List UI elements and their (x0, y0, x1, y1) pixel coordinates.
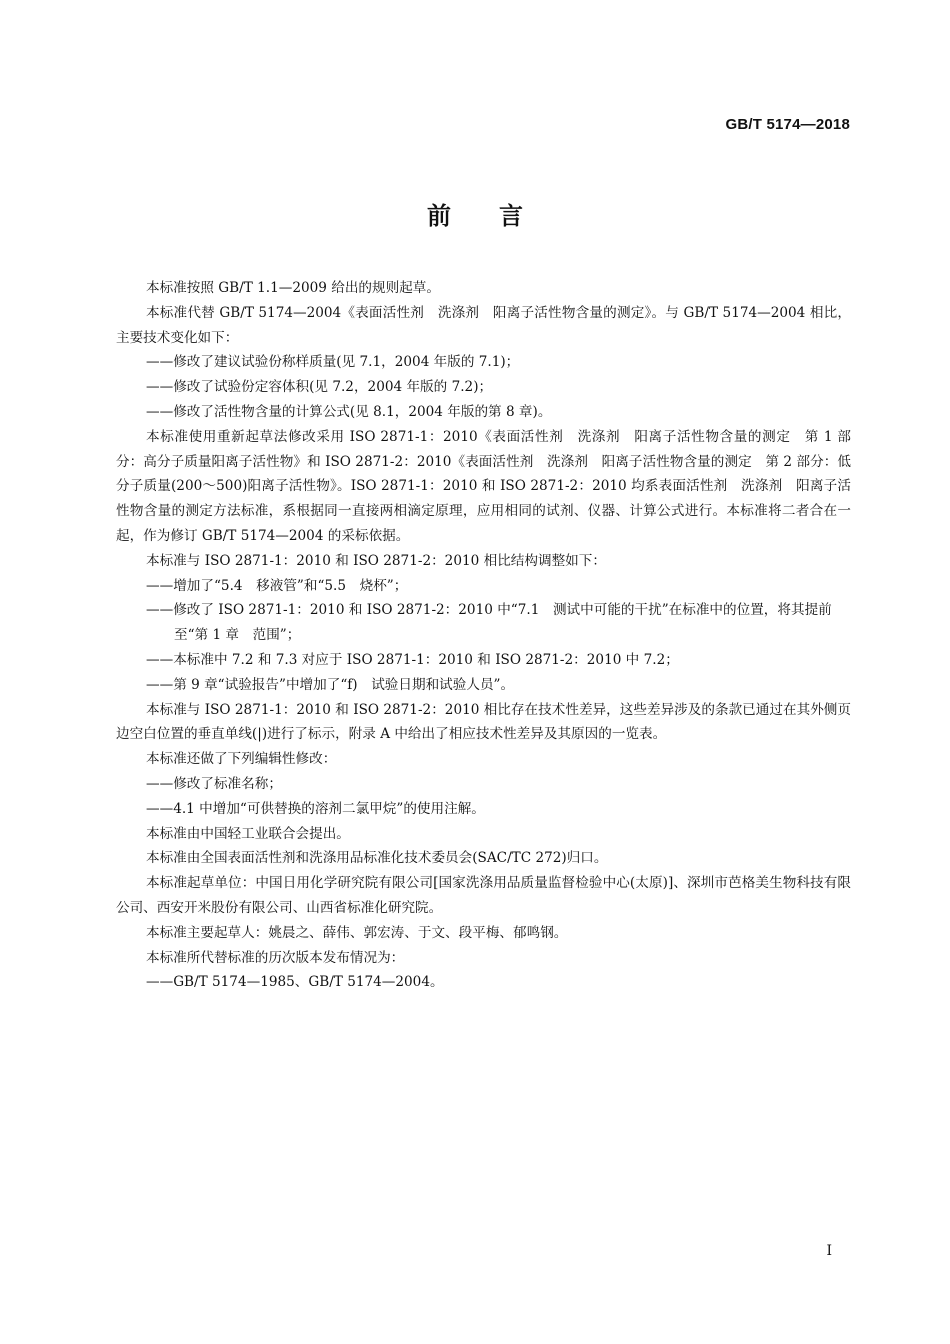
list-item-structure-2: ——修改了 ISO 2871-1：2010 和 ISO 2871-2：2010 中“7.1 测试中可能的干扰”在标准中的位置，将其提前至“第 1 章 范围”； (146, 602, 832, 644)
list-item-structure-1: ——增加了“5.4 移液管”和“5.5 烧杯”； (146, 577, 408, 594)
page-number: I (826, 1243, 832, 1259)
paragraph-drafting-units: 本标准起草单位：中国日用化学研究院有限公司[国家洗涤用品质量监督检验中心(太原)]、深圳市芭格美生物科技有限公司、西安开米股份有限公司、山西省标准化研究院。 (116, 875, 851, 916)
list-item-change-3: ——修改了活性物含量的计算公式(见 8.1，2004 年版的第 8 章)。 (146, 403, 552, 420)
paragraph-iso-adoption: 本标准使用重新起草法修改采用 ISO 2871-1：2010《表面活性剂 洗涤剂 阳离子活性物含量的测定 第 1 部分：高分子质量阳离子活性物》和 ISO 2871-2：2010《表面活性剂 洗涤剂 阳离子活性物含量的测定 第 2 部分：低分子质量(200～500)阳离子活性物》。ISO 2871-1：2010 和 ISO 2871-2：2010 均系表面活性剂 洗涤剂 阳离子活性物含量的测定方法标准，系根据同一直接两相滴定原理，应用相同的试剂、仪器、计算公式进行。本标准将二者合在一起，作为修订 GB/T 5174—2004 的采标依据。 (116, 428, 851, 544)
paragraph-structure-adjust: 本标准与 ISO 2871-1：2010 和 ISO 2871-2：2010 相比结构调整如下： (146, 552, 606, 569)
standard-code: GB/T 5174—2018 (725, 116, 850, 133)
list-item-change-1: ——修改了建议试验份称样质量(见 7.1，2004 年版的 7.1)； (146, 354, 520, 371)
foreword-body (116, 276, 851, 995)
list-item-editorial-1: ——修改了标准名称； (146, 775, 282, 792)
list-item-structure-3: ——本标准中 7.2 和 7.3 对应于 ISO 2871-1：2010 和 ISO 2871-2：2010 中 7.2； (146, 651, 679, 668)
list-item-structure-4: ——第 9 章“试验报告”中增加了“f) 试验日期和试验人员”。 (146, 676, 515, 693)
paragraph-editorial-changes: 本标准还做了下列编辑性修改： (146, 751, 337, 768)
paragraph-version-history: 本标准所代替标准的历次版本发布情况为： (146, 949, 405, 966)
list-item-change-2: ——修改了试验份定容体积(见 7.2，2004 年版的 7.2)； (146, 379, 493, 396)
page-title: 前言 (427, 202, 571, 230)
paragraph-drafters: 本标准主要起草人：姚晨之、薛伟、郭宏涛、于文、段平梅、郁鸣钢。 (146, 924, 568, 941)
paragraph-replaces: 本标准代替 GB/T 5174—2004《表面活性剂 洗涤剂 阳离子活性物含量的测定》。与 GB/T 5174—2004 相比，主要技术变化如下： (116, 304, 851, 346)
paragraph-drafting-rules: 本标准按照 GB/T 1.1—2009 给出的规则起草。 (146, 280, 440, 296)
list-item-version-history: ——GB/T 5174—1985、GB/T 5174—2004。 (146, 974, 444, 991)
list-item-editorial-2: ——4.1 中增加“可供替换的溶剂二氯甲烷”的使用注解。 (146, 800, 485, 817)
paragraph-technical-differences: 本标准与 ISO 2871-1：2010 和 ISO 2871-2：2010 相比存在技术性差异，这些差异涉及的条款已通过在其外侧页边空白位置的垂直单线(|)进行了标示，附录 A 中给出了相应技术性差异及其原因的一览表。 (116, 701, 851, 743)
paragraph-under-jurisdiction: 本标准由全国表面活性剂和洗涤用品标准化技术委员会(SAC/TC 272)归口。 (146, 850, 608, 867)
paragraph-proposed-by: 本标准由中国轻工业联合会提出。 (146, 825, 350, 842)
